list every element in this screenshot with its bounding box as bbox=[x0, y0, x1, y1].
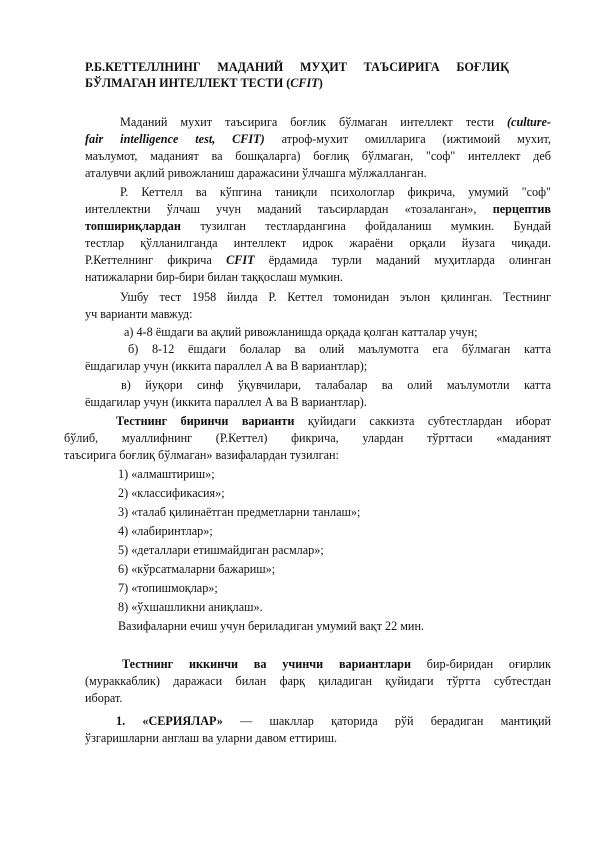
paragraph-2-line-2: интеллектни ўлчаш учун маданий таъсирлардан «тозаланган», перцептив bbox=[85, 202, 551, 216]
paragraph-2-line-4: тестлар қўлланилганда интеллект идрок жараёни орқали йузага чиқади. bbox=[85, 236, 551, 250]
title-line-1: Р.Б.КЕТТЕЛЛНИНГ МАДАНИЙ МУҲИТ ТАЪСИРИГА БОҒЛИҚ bbox=[85, 60, 509, 74]
subtest-item: 7) «топишмоқлар»; bbox=[118, 581, 218, 595]
paragraph-1-line-4: аталувчи ақлий ривожланиш даражасини ўлчашга мўлжалланган. bbox=[85, 166, 427, 180]
paragraph-2-line-6: натижаларни бир-бири билан таққослаш мумкин. bbox=[85, 270, 343, 284]
subtest-item: 1) «алмаштириш»; bbox=[118, 467, 215, 481]
paragraph-4-line-1: Тестнинг биринчи варианти қуйидаги саккизта субтестлардан иборат bbox=[116, 414, 551, 428]
variant-v-line-1: в) йуқори синф ўқувчилари, талабалар ва олий маълумотли катта bbox=[121, 378, 551, 392]
paragraph-1-line-3: маълумот, маданият ва бошқаларга) боғлиқ бўлмаган, "соф" интеллект деб bbox=[85, 149, 551, 163]
paragraph-6-line-1: 1. «СЕРИЯЛАР» — шакллар қаторида рўй берадиган мантиқий bbox=[116, 714, 551, 728]
subtest-item: 3) «талаб қилинаётган предметларни танлаш»; bbox=[118, 505, 361, 519]
paragraph-4-line-3: таъсирига боғлиқ бўлмаган» вазифалардан тузилган: bbox=[64, 448, 339, 462]
subtest-item: 2) «классификасия»; bbox=[118, 486, 225, 500]
variant-v-line-2: ёшдагилар учун (иккита параллел А ва В вариантлар). bbox=[85, 395, 367, 409]
time-note: Вазифаларни ечиш учун бериладиган умумий вақт 22 мин. bbox=[118, 619, 425, 633]
paragraph-2-line-5: Р.Кеттелнинг фикрича CFIT ёрдамида турли маданий муҳитларда олинган bbox=[85, 253, 551, 267]
paragraph-5-line-2: (мураккаблик) даражаси билан фарқ қиладиган қуйидаги тўртта субтестдан bbox=[85, 674, 551, 688]
subtest-item: 4) «лабиринтлар»; bbox=[118, 524, 213, 538]
title-cfit-abbr: CFIT bbox=[290, 76, 319, 90]
subtest-item: 5) «деталлари етишмайдиган расмлар»; bbox=[118, 543, 324, 557]
paragraph-1-line-1: Маданий мухит таъсирига боғлик бўлмаган интеллект тести (culture- bbox=[120, 115, 551, 129]
title-line-2: БЎЛМАГАН ИНТЕЛЛЕКТ ТЕСТИ (CFIT) bbox=[85, 76, 323, 90]
variant-b-line-1: б) 8-12 ёшдаги болалар ва олий маълумотга ега бўлмаган катта bbox=[128, 342, 551, 356]
paragraph-6-line-2: ўзгаришларни англаш ва уларни давом еттириш. bbox=[85, 731, 338, 745]
paragraph-5-line-1: Тестнинг иккинчи ва учинчи вариантлари бир-биридан оғирлик bbox=[122, 657, 551, 671]
paragraph-5-line-3: иборат. bbox=[85, 691, 123, 705]
paragraph-2-line-1: Р. Кеттелл ва кўпгина таниқли психологлар фикрича, умумий "соф" bbox=[120, 185, 551, 199]
subtest-item: 6) «кўрсатмаларни бажариш»; bbox=[118, 562, 276, 576]
paragraph-2-line-3: топшириқлардан тузилган тестлардангина фойдаланиш мумкин. Бундай bbox=[85, 219, 551, 233]
paragraph-3-line-2: уч варианти мавжуд: bbox=[85, 307, 193, 321]
paragraph-4-line-2: бўлиб, муаллифнинг (Р.Кеттел) фикрича, улардан тўрттаси «маданият bbox=[64, 431, 551, 445]
paragraph-3-line-1: Ушбу тест 1958 йилда Р. Кеттел томонидан эълон қилинган. Тестнинг bbox=[120, 290, 551, 304]
variant-b-line-2: ёшдагилар учун (иккита параллел А ва В вариантлар); bbox=[85, 359, 368, 373]
subtest-item: 8) «ўхшашликни аниқлаш». bbox=[118, 600, 263, 614]
variant-a: а) 4-8 ёшдаги ва ақлий ривожланишда орқада қолган катталар учун; bbox=[124, 325, 478, 339]
paragraph-1-line-2: fair intelligence test, CFIT) атроф-мухит омилларига (ижтимоий мухит, bbox=[85, 132, 551, 146]
